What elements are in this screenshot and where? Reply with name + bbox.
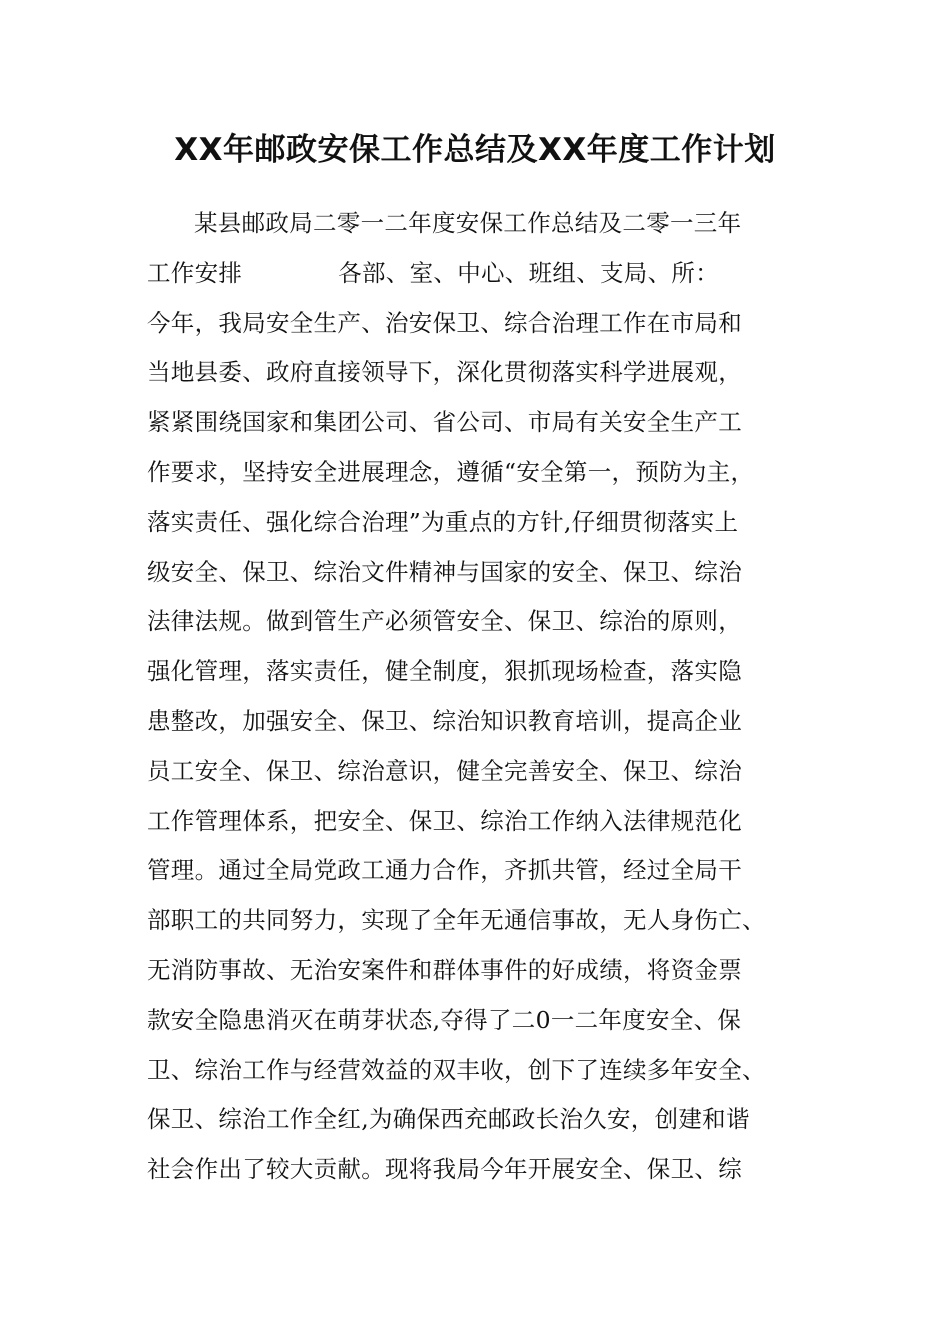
paragraph-line: 作要求，坚持安全进展理念，遵循“安全第一，预防为主， bbox=[147, 457, 755, 486]
paragraph-line: 款安全隐患消灭在萌芽状态,夺得了二0一二年度安全、保 bbox=[147, 1005, 742, 1034]
paragraph-line: 保卫、综治工作全红,为确保西充邮政长治久安，创建和谐 bbox=[147, 1105, 750, 1134]
paragraph-line: 卫、综治工作与经营效益的双丰收，创下了连续多年安全、 bbox=[147, 1055, 766, 1084]
paragraph-line: 员工安全、保卫、综治意识，健全完善安全、保卫、综治 bbox=[147, 756, 742, 785]
salutation: 各部、室、中心、班组、支局、所： bbox=[338, 258, 720, 287]
paragraph-line: 社会作出了较大贡献。现将我局今年开展安全、保卫、综 bbox=[147, 1155, 742, 1184]
paragraph-line: 患整改，加强安全、保卫、综治知识教育培训，提高企业 bbox=[147, 706, 742, 735]
paragraph-line: 强化管理，落实责任，健全制度，狠抓现场检查，落实隐 bbox=[147, 657, 742, 686]
document-body bbox=[147, 199, 807, 1195]
subtitle-tail: 工作安排 bbox=[147, 258, 243, 287]
paragraph-line: 落实责任、强化综合治理”为重点的方针,仔细贯彻落实上 bbox=[147, 507, 739, 536]
paragraph-line: 级安全、保卫、综治文件精神与国家的安全、保卫、综治 bbox=[147, 557, 742, 586]
document-title: XX年邮政安保工作总结及XX年度工作计划 bbox=[174, 132, 776, 168]
paragraph-line: 当地县委、政府直接领导下，深化贯彻落实科学进展观， bbox=[147, 358, 742, 387]
paragraph-line: 紧紧围绕国家和集团公司、省公司、市局有关安全生产工 bbox=[147, 408, 742, 437]
paragraph-line: 今年，我局安全生产、治安保卫、综合治理工作在市局和 bbox=[147, 308, 742, 337]
paragraph-line: 部职工的共同努力，实现了全年无通信事故，无人身伤亡、 bbox=[147, 906, 766, 935]
paragraph-line: 工作管理体系，把安全、保卫、综治工作纳入法律规范化 bbox=[147, 806, 742, 835]
paragraph-line bbox=[147, 249, 807, 299]
paragraph-line: 法律法规。做到管生产必须管安全、保卫、综治的原则， bbox=[147, 607, 742, 636]
paragraph-line: 无消防事故、无治安案件和群体事件的好成绩，将资金票 bbox=[147, 955, 742, 984]
paragraph-line: 某县邮政局二零一二年度安保工作总结及二零一三年 bbox=[194, 209, 742, 237]
paragraph-line: 管理。通过全局党政工通力合作，齐抓共管，经过全局干 bbox=[147, 856, 742, 885]
